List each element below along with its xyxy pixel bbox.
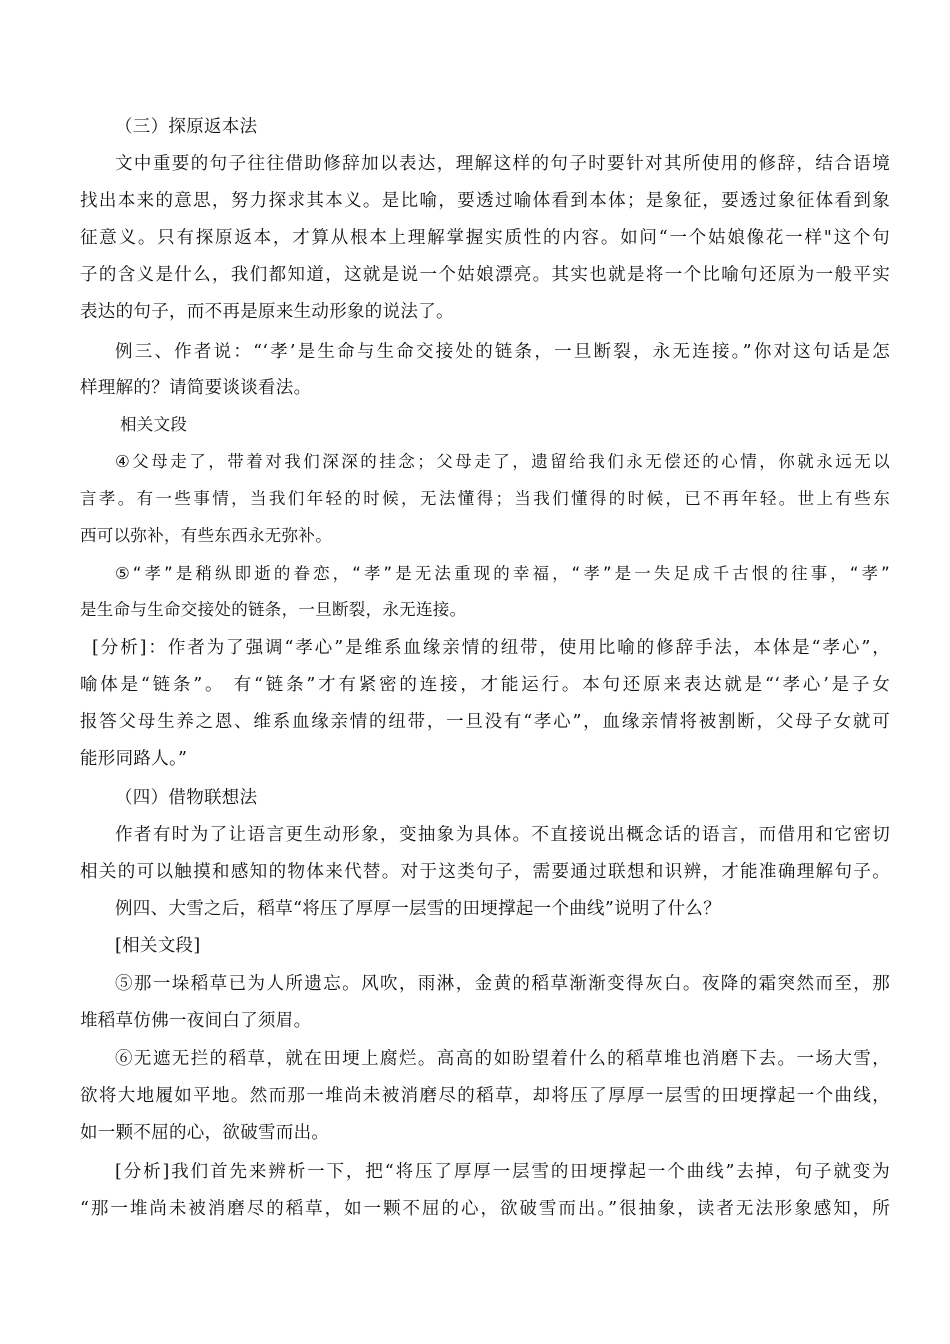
analysis-line: 能形同路人。” <box>80 749 188 769</box>
section-heading-3: （三）探原返本法 <box>115 117 258 137</box>
passage-line: 欲将大地履如平地。然而那一堆尚未被消磨尽的稻草，却将压了厚厚一层雪的田埂撑起一个曲线， <box>80 1086 890 1106</box>
passage-line: ⑤“孝”是稍纵即逝的眷恋，“孝”是无法重现的幸福，“孝”是一失足成千古恨的往事，“孝” <box>115 564 890 583</box>
section-heading-4: （四）借物联想法 <box>115 788 258 808</box>
analysis-line: “那一堆尚未被消磨尽的稻草，如一颗不屈的心，欲破雪而出。”很抽象，读者无法形象感知，所 <box>80 1199 890 1219</box>
related-passage-label: [相关文段] <box>115 936 201 956</box>
example-3-question: 例三、作者说：“‘孝’是生命与生命交接处的链条，一旦断裂，永无连接。”你对这句话是怎 <box>115 342 890 362</box>
passage-line: 是生命与生命交接处的链条，一旦断裂，永无连接。 <box>80 600 467 619</box>
analysis-line: 报答父母生养之恩、维系血缘亲情的纽带，一旦没有“孝心”，血缘亲情将被割断，父母子女就可 <box>80 712 890 732</box>
paragraph-line: 找出本来的意思，努力探求其本义。是比喻，要透过喻体看到本体；是象征，要透过象征体看到象 <box>80 191 890 211</box>
related-passage-label: 相关文段 <box>120 415 188 434</box>
analysis-line: 喻体是“链条”。 有“链条”才有紧密的连接，才能运行。本句还原来表达就是“‘孝心’是子女 <box>80 675 890 695</box>
passage-line: 如一颗不屈的心，欲破雪而出。 <box>80 1123 330 1143</box>
example-4-question: 例四、大雪之后，稻草“将压了厚厚一层雪的田埂撑起一个曲线”说明了什么？ <box>115 899 721 919</box>
analysis-line: [分析]：作者为了强调“孝心”是维系血缘亲情的纽带，使用比喻的修辞手法，本体是“孝心”， <box>92 638 890 658</box>
paragraph-line: 文中重要的句子往往借助修辞加以表达，理解这样的句子时要针对其所使用的修辞，结合语境 <box>115 154 890 174</box>
analysis-line: [分析]我们首先来辨析一下，把“将压了厚厚一层雪的田埂撑起一个曲线”去掉，句子就变为 <box>115 1162 890 1182</box>
paragraph-line: 作者有时为了让语言更生动形象，变抽象为具体。不直接说出概念话的语言，而借用和它密切 <box>115 825 890 845</box>
passage-line: ④父母走了，带着对我们深深的挂念；父母走了，遗留给我们永无偿还的心情，你就永远无以 <box>115 452 890 471</box>
example-3-question: 样理解的？请简要谈谈看法。 <box>80 378 312 398</box>
passage-line: 西可以弥补，有些东西永无弥补。 <box>80 526 332 545</box>
paragraph-line: 相关的可以触摸和感知的物体来代替。对于这类句子，需要通过联想和识辨，才能准确理解句子。 <box>80 862 890 882</box>
paragraph-line: 子的含义是什么，我们都知道，这就是说一个姑娘漂亮。其实也就是将一个比喻句还原为一般平实 <box>80 265 890 285</box>
passage-line: ⑤那一垛稻草已为人所遗忘。风吹，雨淋，金黄的稻草渐渐变得灰白。夜降的霜突然而至，那 <box>115 974 890 994</box>
passage-line: 堆稻草仿佛一夜间白了须眉。 <box>80 1011 312 1031</box>
paragraph-line: 征意义。只有探原返本，才算从根本上理解掌握实质性的内容。如问“一个姑娘像花一样"这个句 <box>80 228 890 248</box>
passage-line: 言孝。有一些事情，当我们年轻的时候，无法懂得；当我们懂得的时候，已不再年轻。世上有些东 <box>80 489 890 508</box>
passage-line: ⑥无遮无拦的稻草，就在田埂上腐烂。高高的如盼望着什么的稻草堆也消磨下去。一场大雪， <box>115 1049 890 1069</box>
paragraph-line: 表达的句子，而不再是原来生动形象的说法了。 <box>80 302 454 322</box>
